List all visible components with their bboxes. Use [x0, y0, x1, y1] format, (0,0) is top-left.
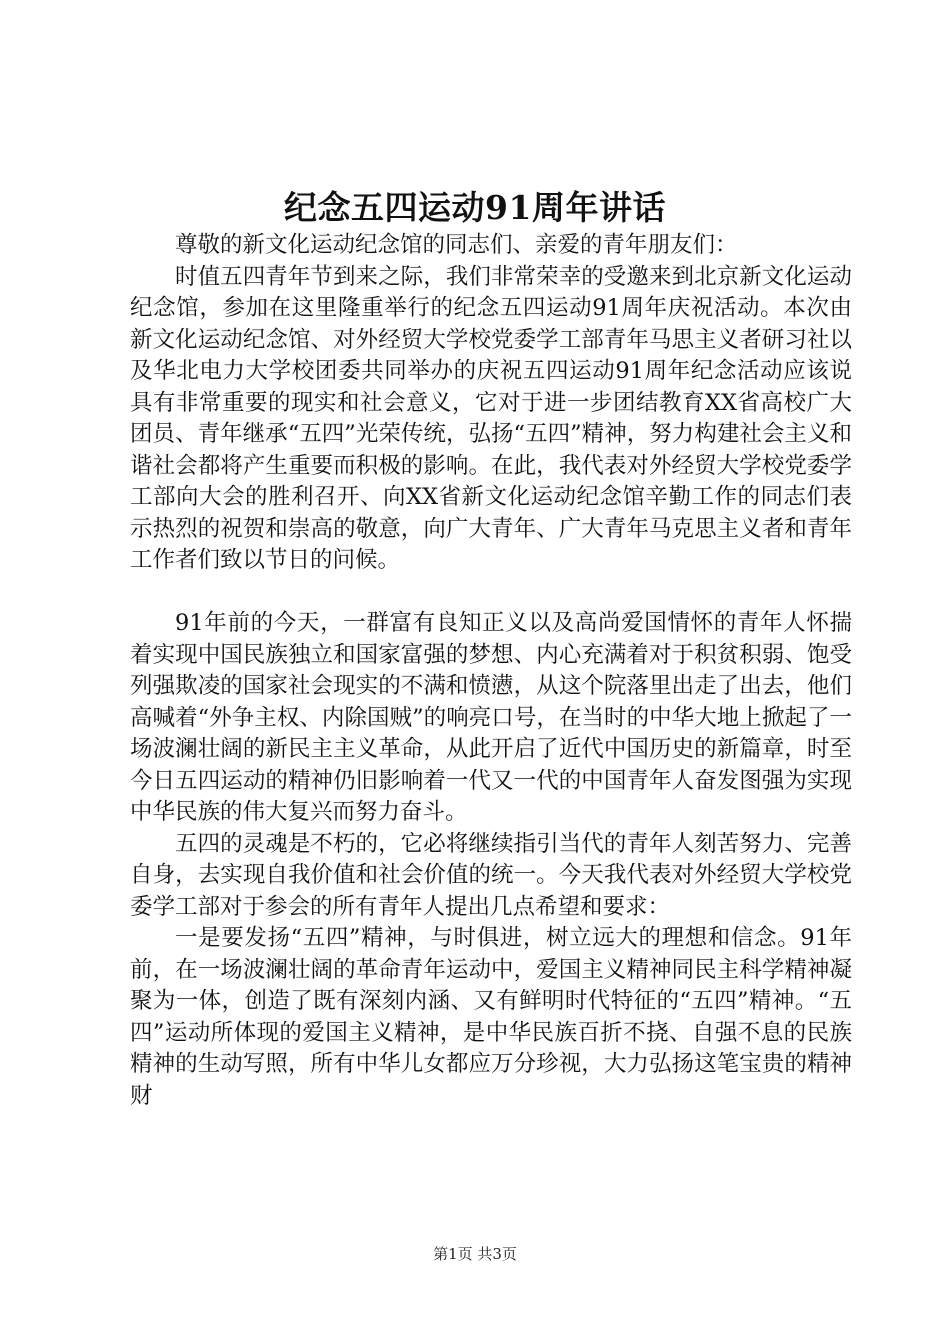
body-paragraph: 时值五四青年节到来之际，我们非常荣幸的受邀来到北京新文化运动纪念馆，参加在这里隆重举行的纪念五四运动91周年庆祝活动。本次由新文化运动纪念馆、对外经贸大学校党委学工部青年马思主义者研习社以及华北电力大学校团委共同举办的庆祝五四运动91周年纪念活动应该说具有非常重要的现实和社会意义，它对于进一步团结教育XX省高校广大团员、青年继承“五四”光荣传统，弘扬“五四”精神，努力构建社会主义和谐社会都将产生重要而积极的影响。在此，我代表对外经贸大学校党委学工部向大会的胜利召开、向XX省新文化运动纪念馆辛勤工作的同志们表示热烈的祝贺和崇高的敬意，向广大青年、广大青年马克思主义者和青年工作者们致以节日的问候。 [130, 263, 852, 573]
salutation-paragraph: 尊敬的新文化运动纪念馆的同志们、亲爱的青年朋友们： [175, 232, 738, 258]
document-title: 纪念五四运动91周年讲话 [284, 188, 666, 227]
body-paragraph: 五四的灵魂是不朽的，它必将继续指引当代的青年人刻苦努力、完善自身，去实现自我价值和社会价值的统一。今天我代表对外经贸大学校党委学工部对于参会的所有青年人提出几点希望和要求： [130, 830, 852, 920]
body-paragraph: 一是要发扬“五四”精神，与时俱进，树立远大的理想和信念。91年前，在一场波澜壮阔的革命青年运动中，爱国主义精神同民主科学精神凝聚为一体，创造了既有深刻内涵、又有鲜明时代特征的“五四”精神。“五四”运动所体现的爱国主义精神，是中华民族百折不挠、自强不息的民族精神的生动写照，所有中华儿女都应万分珍视，大力弘扬这笔宝贵的精神财 [130, 925, 852, 1109]
document-body [130, 230, 852, 1112]
body-paragraph: 91年前的今天，一群富有良知正义以及高尚爱国情怀的青年人怀揣着实现中国民族独立和国家富强的梦想、内心充满着对于积贫积弱、饱受列强欺凌的国家社会现实的不满和愤懑，从这个院落里出走了出去，他们高喊着“外争主权、内除国贼”的响亮口号，在当时的中华大地上掀起了一场波澜壮阔的新民主主义革命，从此开启了近代中国历史的新篇章，时至今日五四运动的精神仍旧影响着一代又一代的中国青年人奋发图强为实现中华民族的伟大复兴而努力奋斗。 [130, 610, 852, 825]
page-number-footer: 第1页 共3页 [433, 1245, 517, 1263]
